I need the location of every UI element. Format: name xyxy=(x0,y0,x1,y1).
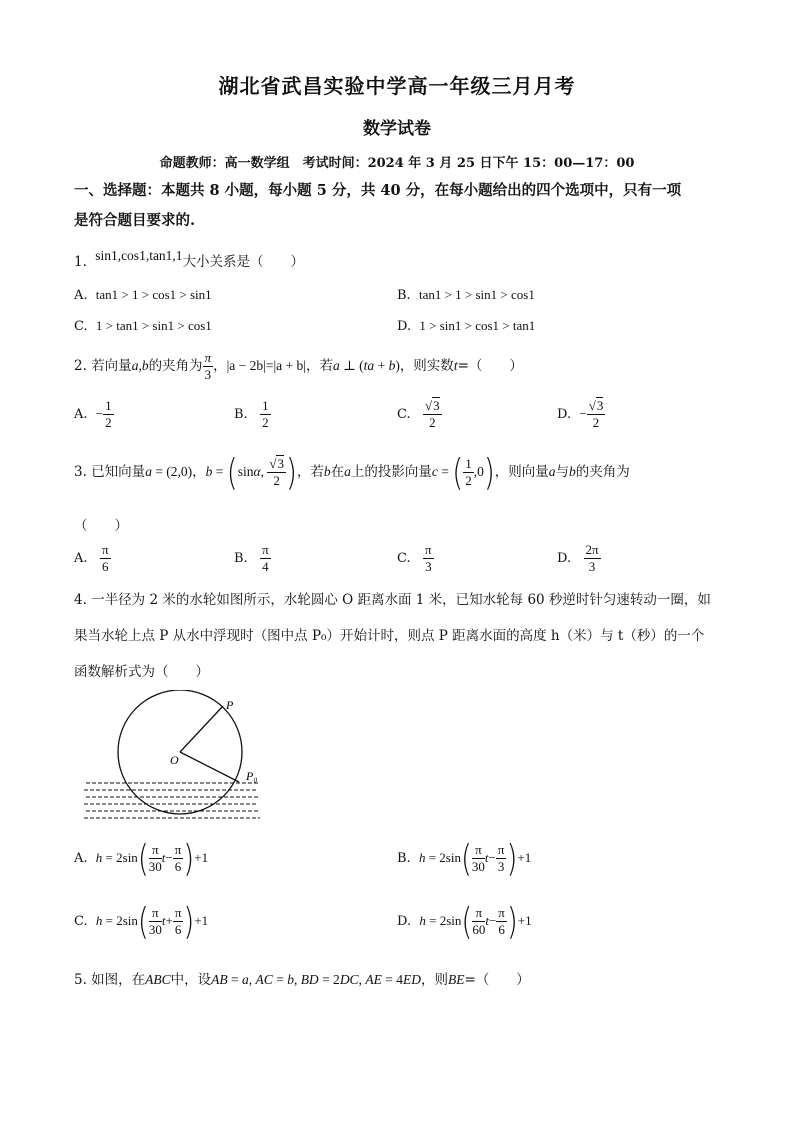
q2-option-c[interactable]: C. $\frac{√3}{2}$ xyxy=(397,398,440,430)
water-surface xyxy=(84,783,260,818)
q1-option-d[interactable]: D. 1 > sin1 > cos1 > tan1 xyxy=(397,318,536,334)
water-wheel-figure xyxy=(80,690,270,825)
q1-option-b[interactable]: B. tan1 > 1 > sin1 > cos1 xyxy=(397,287,535,303)
question-4-line3: 函数解析式为（ ） xyxy=(74,664,209,680)
q1-option-a[interactable]: A. tan1 > 1 > cos1 > sin1 xyxy=(74,287,212,303)
section-heading-line1: 一、选择题：本题共 8 小题，每小题 5 分，共 40 分，在每小题给出的四个选项中，只有一项 xyxy=(74,182,682,199)
q2-option-a[interactable]: A. − $\frac{1}{2}$ xyxy=(74,398,112,430)
section-heading-line2: 是符合题目要求的. xyxy=(74,212,196,229)
q3-option-c[interactable]: C. $\frac{\pi}{3}$ xyxy=(397,542,432,574)
q4-option-b[interactable]: B. h = 2sin( $\frac{\pi}{30}$ t− $\frac{\pi}{3}$ )+1 xyxy=(397,837,532,880)
q3-paren: （ ） xyxy=(74,518,128,534)
exam-info: 命题教师：高一数学组 考试时间：2024 年 3 月 25 日下午 15：00—17：00 xyxy=(159,156,635,171)
q4-option-a[interactable]: A. h = 2sin( $\frac{\pi}{30}$ t− $\frac{\pi}{6}$ )+1 xyxy=(74,837,209,880)
q3-option-a[interactable]: A. $\frac{\pi}{6}$ xyxy=(74,542,109,574)
question-3: 3. 已知向量a = (2,0)，b = (sinα, $\frac{√3}{2}$ )，若b在a上的投影向量c = ( $\frac{1}{2}$ ,0)，则向量a与b的夹角为 xyxy=(74,451,630,494)
radius-op xyxy=(180,706,223,752)
label-o: O xyxy=(170,753,179,767)
radius-op0 xyxy=(180,752,239,782)
exam-subtitle: 数学试卷 xyxy=(363,119,431,139)
q1-expression: sin1,cos1,tan1,1 xyxy=(95,248,183,263)
q2-option-d[interactable]: D. − $\frac{√3}{2}$ xyxy=(557,398,604,430)
exam-title: 湖北省武昌实验中学高一年级三月月考 xyxy=(218,74,576,98)
q1-number: 1. xyxy=(74,254,87,270)
q1-text: 大小关系是（ ） xyxy=(182,254,305,270)
question-4-line2: 果当水轮上点 P 从水中浮现时（图中点 P₀）开始计时，则点 P 距离水面的高度 h（米）与 t（秒）的一个 xyxy=(74,628,705,644)
question-2: 2. 若向量a,b的夹角为 $\frac{\pi}{3}$ ，|a − 2b|=|a + b|，若a ⊥ (ta + b)，则实数t=（ ） xyxy=(74,350,523,382)
q4-option-c[interactable]: C. h = 2sin( $\frac{\pi}{30}$ t+ $\frac{\pi}{6}$ )+1 xyxy=(74,900,209,943)
label-p: P xyxy=(226,698,234,712)
q1-option-c[interactable]: C. 1 > tan1 > sin1 > cos1 xyxy=(74,318,212,334)
q3-option-b[interactable]: B. $\frac{\pi}{4}$ xyxy=(234,542,269,574)
label-p0: P₀ xyxy=(246,769,258,783)
question-1 xyxy=(74,250,304,270)
q4-option-d[interactable]: D. h = 2sin( $\frac{\pi}{60}$ t− $\frac{\pi}{6}$ )+1 xyxy=(397,900,532,943)
q2-option-b[interactable]: B. $\frac{1}{2}$ xyxy=(234,398,269,430)
question-4-line1: 4. 一半径为 2 米的水轮如图所示，水轮圆心 O 距离水面 1 米，已知水轮每 60 秒逆时针匀速转动一圈，如 xyxy=(74,592,711,608)
question-5: 5. 如图，在ABC中，设AB = a, AC = b, BD = 2DC, AE = 4ED，则BE=（ ） xyxy=(74,972,530,988)
q3-option-d[interactable]: D. $\frac{2\pi}{3}$ xyxy=(557,542,599,574)
